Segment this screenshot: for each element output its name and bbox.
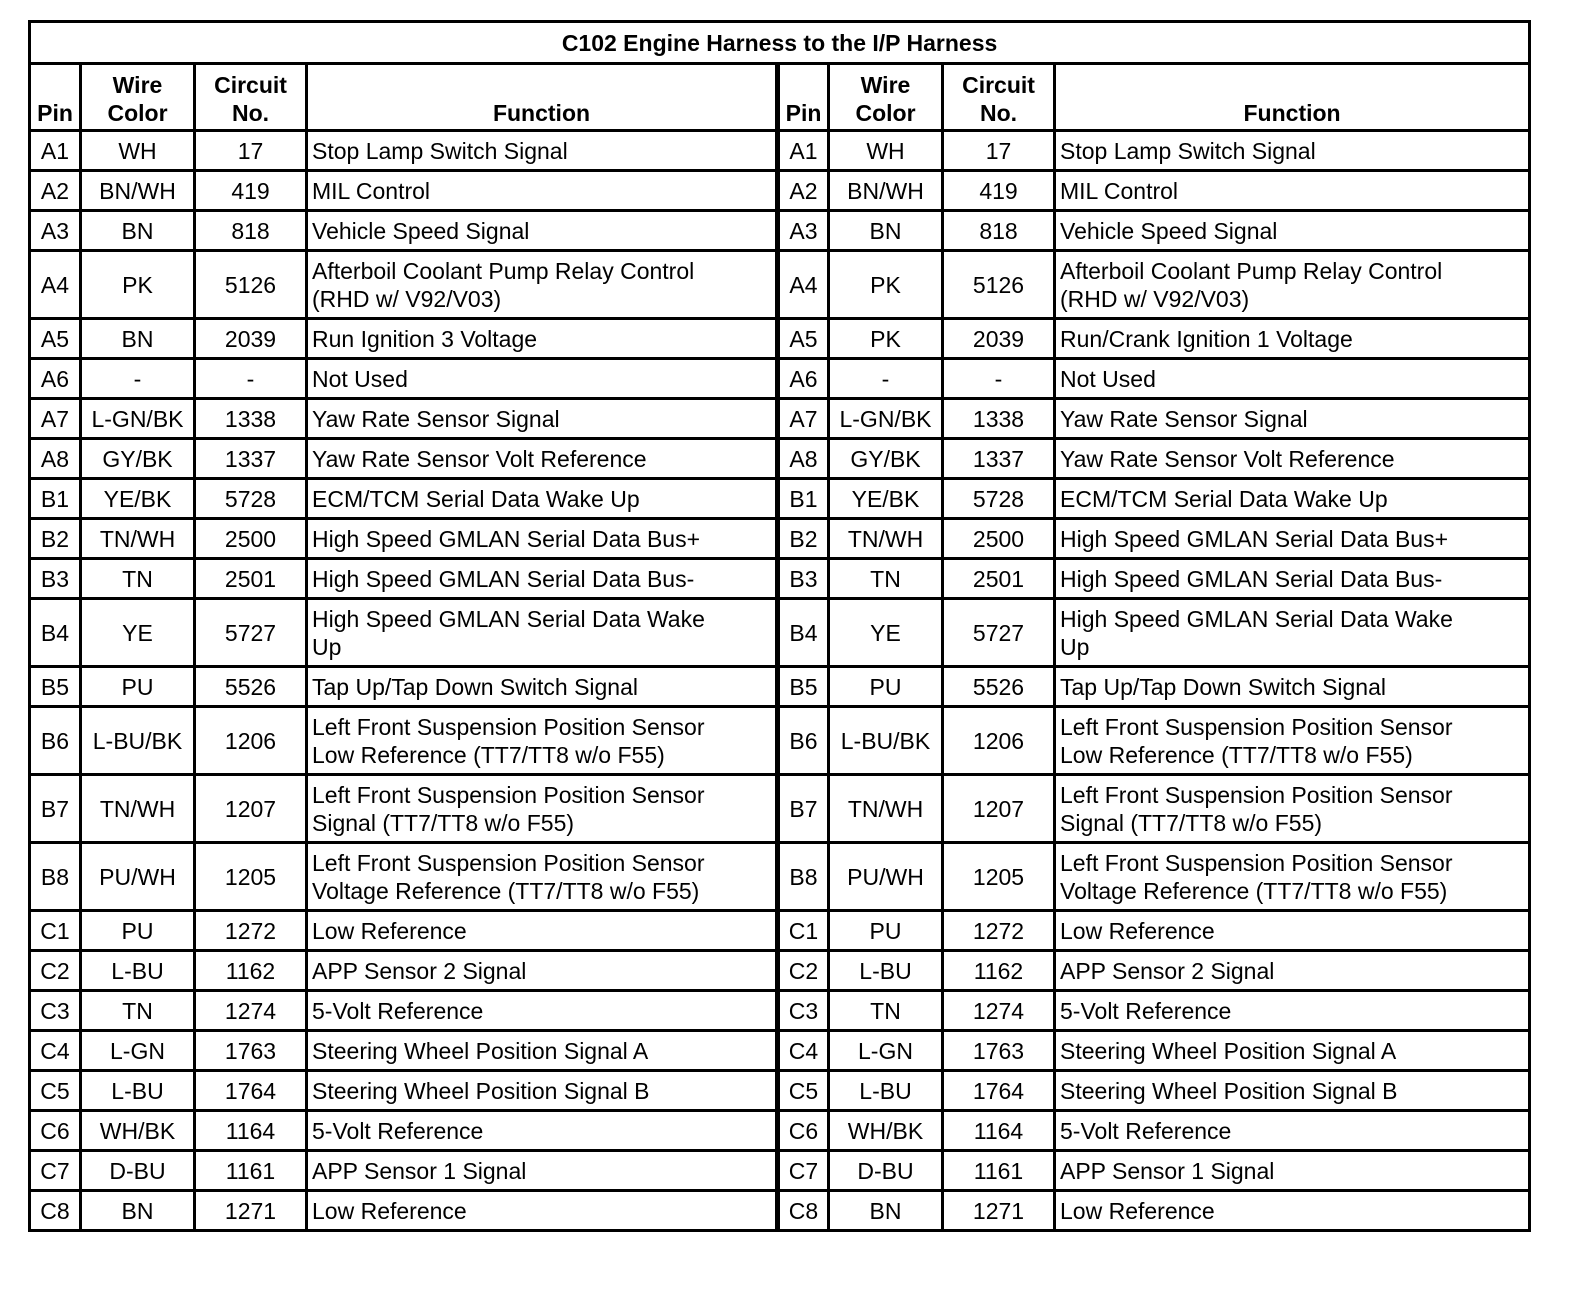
function-line: Steering Wheel Position Signal A	[312, 1037, 649, 1064]
function-cell	[307, 1191, 778, 1231]
function-cell	[307, 479, 778, 519]
header-wire-color-right	[829, 64, 943, 131]
function-line: Not Used	[1060, 365, 1156, 392]
wire-color-cell-right: L-BU	[829, 1071, 943, 1111]
pin-cell: C5	[30, 1071, 81, 1111]
circuit-cell-right: 1206	[943, 707, 1055, 775]
function-cell-right	[1055, 131, 1530, 171]
function-line: Steering Wheel Position Signal B	[1060, 1077, 1398, 1104]
circuit-cell-right: 1272	[943, 911, 1055, 951]
table-row	[30, 667, 1530, 707]
function-cell	[307, 131, 778, 171]
table-row	[30, 1191, 1530, 1231]
function-line: Vehicle Speed Signal	[1060, 217, 1278, 244]
table-row	[30, 559, 1530, 599]
pin-cell-right: C8	[778, 1191, 829, 1231]
wire-color-cell: PU/WH	[81, 843, 195, 911]
function-cell	[307, 171, 778, 211]
function-line: Left Front Suspension Position Sensor	[1060, 781, 1453, 808]
header-pin: Pin	[30, 64, 81, 131]
pin-cell: C3	[30, 991, 81, 1031]
header-circuit-right-line2: No.	[979, 100, 1018, 126]
circuit-cell: 1206	[195, 707, 307, 775]
pin-cell-right: A8	[778, 439, 829, 479]
wire-color-cell: D-BU	[81, 1151, 195, 1191]
function-cell	[307, 559, 778, 599]
function-line: Voltage Reference (TT7/TT8 w/o F55)	[312, 877, 700, 904]
pin-cell-right: A1	[778, 131, 829, 171]
function-line: Left Front Suspension Position Sensor	[312, 781, 705, 808]
function-cell-right	[1055, 1151, 1530, 1191]
circuit-cell: 1271	[195, 1191, 307, 1231]
function-cell-right	[1055, 519, 1530, 559]
pin-cell-right: B5	[778, 667, 829, 707]
wire-color-cell: TN/WH	[81, 775, 195, 843]
circuit-cell: 2500	[195, 519, 307, 559]
function-line: Tap Up/Tap Down Switch Signal	[312, 673, 638, 700]
function-cell	[307, 359, 778, 399]
circuit-cell: -	[195, 359, 307, 399]
function-line: 5-Volt Reference	[312, 1117, 484, 1144]
circuit-cell-right: 1338	[943, 399, 1055, 439]
function-line: Yaw Rate Sensor Volt Reference	[1060, 445, 1395, 472]
function-cell-right	[1055, 1191, 1530, 1231]
table-row	[30, 359, 1530, 399]
wire-color-cell-right: YE	[829, 599, 943, 667]
function-line: 5-Volt Reference	[312, 997, 484, 1024]
function-cell-right	[1055, 911, 1530, 951]
circuit-cell-right: 5126	[943, 251, 1055, 319]
circuit-cell-right: 2500	[943, 519, 1055, 559]
circuit-cell: 2039	[195, 319, 307, 359]
header-circuit-right	[943, 64, 1055, 131]
pin-cell-right: A3	[778, 211, 829, 251]
wire-color-cell: L-BU	[81, 951, 195, 991]
wire-color-cell-right: -	[829, 359, 943, 399]
wire-color-cell: YE	[81, 599, 195, 667]
function-line: Afterboil Coolant Pump Relay Control	[1060, 257, 1443, 284]
wire-color-cell: L-BU	[81, 1071, 195, 1111]
wire-color-cell-right: BN/WH	[829, 171, 943, 211]
pin-cell: B4	[30, 599, 81, 667]
circuit-cell-right: -	[943, 359, 1055, 399]
wire-color-cell: YE/BK	[81, 479, 195, 519]
circuit-cell: 2501	[195, 559, 307, 599]
header-circuit	[195, 64, 307, 131]
function-cell	[307, 667, 778, 707]
header-wire-color-right-line1: Wire	[860, 72, 911, 98]
function-line: High Speed GMLAN Serial Data Wake	[1060, 605, 1453, 632]
wire-color-cell: TN	[81, 559, 195, 599]
header-circuit-line2: No.	[231, 100, 270, 126]
function-line: APP Sensor 1 Signal	[312, 1157, 527, 1184]
table-row	[30, 399, 1530, 439]
function-cell-right	[1055, 951, 1530, 991]
wire-color-cell: L-BU/BK	[81, 707, 195, 775]
function-line: ECM/TCM Serial Data Wake Up	[312, 485, 640, 512]
circuit-cell-right: 17	[943, 131, 1055, 171]
function-cell-right	[1055, 1071, 1530, 1111]
function-cell	[307, 951, 778, 991]
function-line: Run Ignition 3 Voltage	[312, 325, 538, 352]
function-line: Tap Up/Tap Down Switch Signal	[1060, 673, 1386, 700]
function-line: MIL Control	[312, 177, 431, 204]
function-line: Voltage Reference (TT7/TT8 w/o F55)	[1060, 877, 1448, 904]
wire-color-cell-right: BN	[829, 1191, 943, 1231]
function-cell-right	[1055, 399, 1530, 439]
function-line: Stop Lamp Switch Signal	[312, 137, 568, 164]
table-row	[30, 843, 1530, 911]
function-line: Left Front Suspension Position Sensor	[312, 713, 705, 740]
function-cell	[307, 1111, 778, 1151]
function-cell	[307, 439, 778, 479]
function-line: Yaw Rate Sensor Volt Reference	[312, 445, 647, 472]
header-pin-right: Pin	[778, 64, 829, 131]
circuit-cell-right: 1162	[943, 951, 1055, 991]
function-line: High Speed GMLAN Serial Data Bus-	[1060, 565, 1443, 592]
function-cell	[307, 319, 778, 359]
wire-color-cell-right: L-GN/BK	[829, 399, 943, 439]
function-line: High Speed GMLAN Serial Data Bus-	[312, 565, 695, 592]
table-row	[30, 479, 1530, 519]
table-row	[30, 991, 1530, 1031]
pin-cell-right: C4	[778, 1031, 829, 1071]
wire-color-cell: BN	[81, 1191, 195, 1231]
pin-cell-right: A7	[778, 399, 829, 439]
wire-color-cell-right: PU	[829, 667, 943, 707]
pin-cell: B3	[30, 559, 81, 599]
function-cell	[307, 707, 778, 775]
circuit-cell-right: 1274	[943, 991, 1055, 1031]
function-cell	[307, 843, 778, 911]
wire-color-cell: -	[81, 359, 195, 399]
circuit-cell-right: 2039	[943, 319, 1055, 359]
function-line: (RHD w/ V92/V03)	[1060, 285, 1250, 312]
wire-color-cell: TN/WH	[81, 519, 195, 559]
pin-cell-right: C3	[778, 991, 829, 1031]
circuit-cell: 5526	[195, 667, 307, 707]
header-wire-color	[81, 64, 195, 131]
function-line: Vehicle Speed Signal	[312, 217, 530, 244]
pin-cell-right: B4	[778, 599, 829, 667]
circuit-cell-right: 1764	[943, 1071, 1055, 1111]
function-cell-right	[1055, 251, 1530, 319]
circuit-cell: 1164	[195, 1111, 307, 1151]
pin-cell: B8	[30, 843, 81, 911]
table-body	[30, 131, 1530, 1231]
wire-color-cell: BN/WH	[81, 171, 195, 211]
pin-cell: A5	[30, 319, 81, 359]
wire-color-cell: GY/BK	[81, 439, 195, 479]
function-line: Low Reference (TT7/TT8 w/o F55)	[312, 741, 665, 768]
circuit-cell-right: 1337	[943, 439, 1055, 479]
function-line: Not Used	[312, 365, 408, 392]
circuit-cell-right: 818	[943, 211, 1055, 251]
function-cell-right	[1055, 667, 1530, 707]
circuit-cell: 1205	[195, 843, 307, 911]
pin-cell-right: B6	[778, 707, 829, 775]
function-line: Afterboil Coolant Pump Relay Control	[312, 257, 695, 284]
wire-color-cell-right: PU/WH	[829, 843, 943, 911]
table-row	[30, 1071, 1530, 1111]
function-cell-right	[1055, 319, 1530, 359]
wire-color-cell: BN	[81, 319, 195, 359]
circuit-cell-right: 2501	[943, 559, 1055, 599]
function-cell	[307, 1071, 778, 1111]
circuit-cell: 1161	[195, 1151, 307, 1191]
wire-color-cell-right: YE/BK	[829, 479, 943, 519]
pin-cell: B5	[30, 667, 81, 707]
function-cell-right	[1055, 359, 1530, 399]
function-line: Signal (TT7/TT8 w/o F55)	[312, 809, 575, 836]
wire-color-cell-right: PK	[829, 251, 943, 319]
circuit-cell: 419	[195, 171, 307, 211]
pin-cell: B1	[30, 479, 81, 519]
function-cell-right	[1055, 559, 1530, 599]
function-cell-right	[1055, 707, 1530, 775]
function-line: Left Front Suspension Position Sensor	[1060, 713, 1453, 740]
function-line: Low Reference	[1060, 917, 1215, 944]
connector-table-container	[28, 20, 1528, 1232]
circuit-cell-right: 1161	[943, 1151, 1055, 1191]
function-cell-right	[1055, 775, 1530, 843]
pin-cell: C1	[30, 911, 81, 951]
pin-cell: C6	[30, 1111, 81, 1151]
wire-color-cell-right: L-BU/BK	[829, 707, 943, 775]
wire-color-cell-right: D-BU	[829, 1151, 943, 1191]
table-row	[30, 171, 1530, 211]
function-cell	[307, 991, 778, 1031]
function-line: High Speed GMLAN Serial Data Bus+	[1060, 525, 1449, 552]
circuit-cell: 1272	[195, 911, 307, 951]
function-cell	[307, 1031, 778, 1071]
header-circuit-line1: Circuit	[214, 72, 287, 98]
pin-cell-right: B8	[778, 843, 829, 911]
function-cell	[307, 211, 778, 251]
circuit-cell-right: 5728	[943, 479, 1055, 519]
function-line: APP Sensor 2 Signal	[312, 957, 527, 984]
function-cell	[307, 519, 778, 559]
function-cell	[307, 251, 778, 319]
circuit-cell-right: 1207	[943, 775, 1055, 843]
wire-color-cell: L-GN/BK	[81, 399, 195, 439]
function-line: 5-Volt Reference	[1060, 1117, 1232, 1144]
pin-cell: A3	[30, 211, 81, 251]
pin-cell: A2	[30, 171, 81, 211]
wire-color-cell: WH/BK	[81, 1111, 195, 1151]
function-line: Steering Wheel Position Signal B	[312, 1077, 650, 1104]
circuit-cell: 5126	[195, 251, 307, 319]
function-line: High Speed GMLAN Serial Data Wake	[312, 605, 705, 632]
wire-color-cell: PU	[81, 911, 195, 951]
circuit-cell-right: 1763	[943, 1031, 1055, 1071]
table-row	[30, 599, 1530, 667]
table-title: C102 Engine Harness to the I/P Harness	[30, 22, 1530, 64]
table-row	[30, 251, 1530, 319]
function-line: Run/Crank Ignition 1 Voltage	[1060, 325, 1353, 352]
function-line: Steering Wheel Position Signal A	[1060, 1037, 1397, 1064]
pin-cell-right: C1	[778, 911, 829, 951]
table-row	[30, 911, 1530, 951]
pin-cell: B2	[30, 519, 81, 559]
function-line: APP Sensor 1 Signal	[1060, 1157, 1275, 1184]
pin-cell: A4	[30, 251, 81, 319]
function-line: Low Reference	[312, 917, 467, 944]
wire-color-cell-right: TN	[829, 991, 943, 1031]
function-line: (RHD w/ V92/V03)	[312, 285, 502, 312]
pin-cell: C4	[30, 1031, 81, 1071]
function-cell	[307, 1151, 778, 1191]
circuit-cell: 17	[195, 131, 307, 171]
circuit-cell-right: 5526	[943, 667, 1055, 707]
circuit-cell: 1338	[195, 399, 307, 439]
pin-cell: A8	[30, 439, 81, 479]
circuit-cell: 1207	[195, 775, 307, 843]
function-line: Up	[312, 633, 342, 660]
pin-cell-right: B1	[778, 479, 829, 519]
circuit-cell: 1274	[195, 991, 307, 1031]
pin-cell-right: B3	[778, 559, 829, 599]
function-cell-right	[1055, 439, 1530, 479]
function-cell	[307, 775, 778, 843]
wire-color-cell-right: WH	[829, 131, 943, 171]
circuit-cell: 5728	[195, 479, 307, 519]
function-cell	[307, 911, 778, 951]
pin-cell-right: A2	[778, 171, 829, 211]
wire-color-cell-right: TN/WH	[829, 775, 943, 843]
wire-color-cell-right: BN	[829, 211, 943, 251]
connector-pinout-table	[28, 20, 1531, 1232]
pin-cell: C8	[30, 1191, 81, 1231]
wire-color-cell: TN	[81, 991, 195, 1031]
wire-color-cell: WH	[81, 131, 195, 171]
function-line: High Speed GMLAN Serial Data Bus+	[312, 525, 701, 552]
function-cell-right	[1055, 1031, 1530, 1071]
pin-cell-right: A4	[778, 251, 829, 319]
table-row	[30, 775, 1530, 843]
function-line: Yaw Rate Sensor Signal	[1060, 405, 1308, 432]
pin-cell-right: B7	[778, 775, 829, 843]
function-line: Up	[1060, 633, 1090, 660]
function-line: Left Front Suspension Position Sensor	[1060, 849, 1453, 876]
pin-cell-right: C7	[778, 1151, 829, 1191]
wire-color-cell-right: PU	[829, 911, 943, 951]
pin-cell: A7	[30, 399, 81, 439]
header-function-right: Function	[1055, 64, 1530, 131]
pin-cell-right: A6	[778, 359, 829, 399]
header-function: Function	[307, 64, 778, 131]
pin-cell: C7	[30, 1151, 81, 1191]
wire-color-cell-right: L-BU	[829, 951, 943, 991]
function-cell-right	[1055, 599, 1530, 667]
function-cell-right	[1055, 211, 1530, 251]
circuit-cell-right: 419	[943, 171, 1055, 211]
table-row	[30, 131, 1530, 171]
pin-cell-right: C2	[778, 951, 829, 991]
table-row	[30, 1111, 1530, 1151]
pin-cell: B6	[30, 707, 81, 775]
function-line: Left Front Suspension Position Sensor	[312, 849, 705, 876]
wire-color-cell-right: L-GN	[829, 1031, 943, 1071]
header-wire-color-right-line2: Color	[855, 100, 916, 126]
function-line: MIL Control	[1060, 177, 1179, 204]
function-line: Yaw Rate Sensor Signal	[312, 405, 560, 432]
header-row	[30, 64, 1530, 131]
circuit-cell: 1162	[195, 951, 307, 991]
table-row	[30, 951, 1530, 991]
circuit-cell: 1337	[195, 439, 307, 479]
circuit-cell: 818	[195, 211, 307, 251]
function-cell-right	[1055, 479, 1530, 519]
function-line: 5-Volt Reference	[1060, 997, 1232, 1024]
table-row	[30, 439, 1530, 479]
circuit-cell-right: 1271	[943, 1191, 1055, 1231]
function-cell-right	[1055, 171, 1530, 211]
table-row	[30, 519, 1530, 559]
function-line: APP Sensor 2 Signal	[1060, 957, 1275, 984]
pin-cell: C2	[30, 951, 81, 991]
function-cell-right	[1055, 991, 1530, 1031]
function-line: Low Reference	[1060, 1197, 1215, 1224]
function-line: ECM/TCM Serial Data Wake Up	[1060, 485, 1388, 512]
function-line: Stop Lamp Switch Signal	[1060, 137, 1316, 164]
table-row	[30, 1031, 1530, 1071]
circuit-cell: 5727	[195, 599, 307, 667]
function-line: Signal (TT7/TT8 w/o F55)	[1060, 809, 1323, 836]
wire-color-cell-right: TN/WH	[829, 519, 943, 559]
wire-color-cell-right: GY/BK	[829, 439, 943, 479]
wire-color-cell: L-GN	[81, 1031, 195, 1071]
function-cell	[307, 599, 778, 667]
pin-cell-right: A5	[778, 319, 829, 359]
header-wire-color-line2: Color	[107, 100, 168, 126]
header-wire-color-line1: Wire	[112, 72, 163, 98]
table-row	[30, 319, 1530, 359]
function-line: Low Reference (TT7/TT8 w/o F55)	[1060, 741, 1413, 768]
wire-color-cell-right: WH/BK	[829, 1111, 943, 1151]
wire-color-cell-right: TN	[829, 559, 943, 599]
circuit-cell-right: 1164	[943, 1111, 1055, 1151]
circuit-cell-right: 5727	[943, 599, 1055, 667]
header-circuit-right-line1: Circuit	[962, 72, 1035, 98]
circuit-cell-right: 1205	[943, 843, 1055, 911]
function-cell-right	[1055, 1111, 1530, 1151]
table-row	[30, 1151, 1530, 1191]
wire-color-cell: PK	[81, 251, 195, 319]
pin-cell-right: B2	[778, 519, 829, 559]
circuit-cell: 1764	[195, 1071, 307, 1111]
pin-cell-right: C5	[778, 1071, 829, 1111]
circuit-cell: 1763	[195, 1031, 307, 1071]
function-cell	[307, 399, 778, 439]
function-cell-right	[1055, 843, 1530, 911]
table-row	[30, 211, 1530, 251]
function-line: Low Reference	[312, 1197, 467, 1224]
pin-cell-right: C6	[778, 1111, 829, 1151]
table-row	[30, 707, 1530, 775]
pin-cell: B7	[30, 775, 81, 843]
pin-cell: A1	[30, 131, 81, 171]
wire-color-cell: BN	[81, 211, 195, 251]
wire-color-cell-right: PK	[829, 319, 943, 359]
pin-cell: A6	[30, 359, 81, 399]
wire-color-cell: PU	[81, 667, 195, 707]
